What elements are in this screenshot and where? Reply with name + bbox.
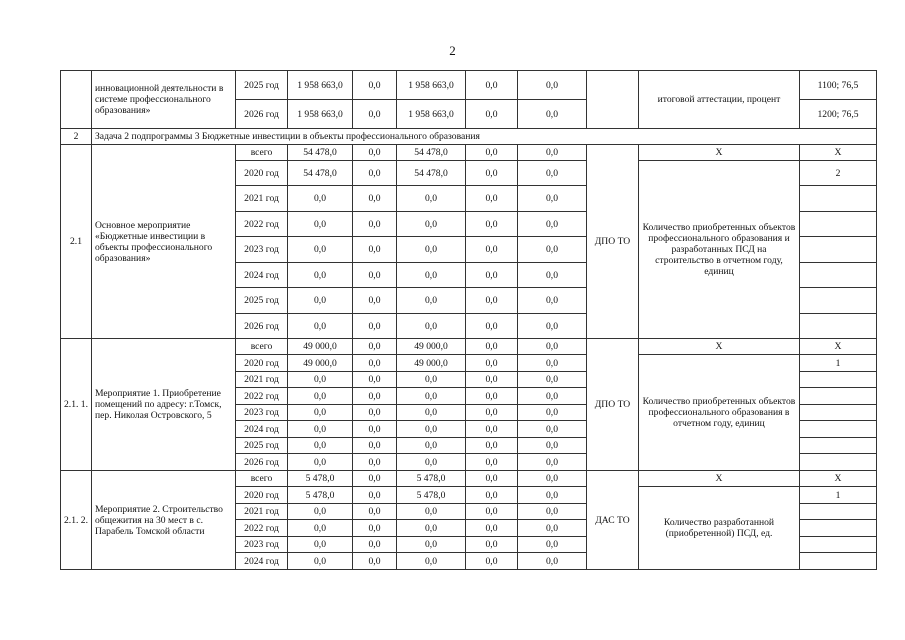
amount-cell: 0,0 bbox=[518, 454, 587, 471]
amount-cell: 0,0 bbox=[288, 263, 353, 288]
indicator-name: Х bbox=[639, 145, 800, 161]
year-cell: 2020 год bbox=[236, 355, 288, 372]
year-cell: 2026 год bbox=[236, 100, 288, 129]
amount-cell: 0,0 bbox=[288, 372, 353, 388]
year-cell: 2022 год bbox=[236, 212, 288, 237]
executor-cell: ДПО ТО bbox=[587, 339, 639, 471]
row-number: 2.1 bbox=[61, 145, 92, 339]
amount-cell: 0,0 bbox=[518, 553, 587, 570]
amount-cell: 0,0 bbox=[466, 487, 518, 504]
year-cell: 2023 год bbox=[236, 537, 288, 553]
amount-cell: 0,0 bbox=[353, 237, 397, 263]
year-cell: 2022 год bbox=[236, 520, 288, 537]
year-cell: 2026 год bbox=[236, 314, 288, 339]
amount-cell: 0,0 bbox=[353, 288, 397, 314]
amount-cell: 0,0 bbox=[353, 504, 397, 520]
amount-cell: 0,0 bbox=[466, 537, 518, 553]
indicator-value bbox=[800, 263, 877, 288]
amount-cell: 0,0 bbox=[288, 553, 353, 570]
amount-cell: 5 478,0 bbox=[397, 471, 466, 487]
amount-cell: 0,0 bbox=[353, 71, 397, 100]
amount-cell: 0,0 bbox=[466, 504, 518, 520]
indicator-value: 1 bbox=[800, 487, 877, 504]
amount-cell: 0,0 bbox=[353, 471, 397, 487]
amount-cell: 54 478,0 bbox=[397, 161, 466, 186]
amount-cell: 0,0 bbox=[466, 71, 518, 100]
indicator-value: Х bbox=[800, 339, 877, 355]
amount-cell: 0,0 bbox=[466, 438, 518, 454]
executor-cell: ДПО ТО bbox=[587, 145, 639, 339]
amount-cell: 0,0 bbox=[397, 520, 466, 537]
amount-cell: 0,0 bbox=[518, 263, 587, 288]
amount-cell: 0,0 bbox=[397, 186, 466, 212]
indicator-value bbox=[800, 186, 877, 212]
amount-cell: 0,0 bbox=[353, 537, 397, 553]
amount-cell: 0,0 bbox=[466, 314, 518, 339]
amount-cell: 0,0 bbox=[288, 237, 353, 263]
amount-cell: 0,0 bbox=[353, 145, 397, 161]
budget-table bbox=[60, 70, 877, 570]
amount-cell: 0,0 bbox=[397, 212, 466, 237]
amount-cell: 0,0 bbox=[353, 355, 397, 372]
year-cell: 2021 год bbox=[236, 186, 288, 212]
amount-cell: 0,0 bbox=[353, 100, 397, 129]
amount-cell: 0,0 bbox=[353, 553, 397, 570]
indicator-value bbox=[800, 388, 877, 405]
year-cell: всего bbox=[236, 145, 288, 161]
amount-cell: 0,0 bbox=[518, 314, 587, 339]
amount-cell: 0,0 bbox=[353, 372, 397, 388]
amount-cell: 0,0 bbox=[353, 263, 397, 288]
amount-cell: 0,0 bbox=[288, 454, 353, 471]
amount-cell: 0,0 bbox=[518, 237, 587, 263]
indicator-value bbox=[800, 212, 877, 237]
amount-cell: 0,0 bbox=[288, 388, 353, 405]
amount-cell: 0,0 bbox=[466, 553, 518, 570]
amount-cell: 0,0 bbox=[397, 438, 466, 454]
indicator-name: Х bbox=[639, 471, 800, 487]
amount-cell: 0,0 bbox=[466, 388, 518, 405]
row-number bbox=[61, 71, 92, 129]
indicator-value bbox=[800, 454, 877, 471]
task-title: Задача 2 подпрограммы 3 Бюджетные инвестиции в объекты профессионального образования bbox=[92, 129, 877, 145]
amount-cell: 0,0 bbox=[466, 421, 518, 438]
amount-cell: 5 478,0 bbox=[288, 487, 353, 504]
amount-cell: 0,0 bbox=[466, 212, 518, 237]
amount-cell: 0,0 bbox=[466, 263, 518, 288]
amount-cell: 0,0 bbox=[397, 405, 466, 421]
amount-cell: 0,0 bbox=[353, 161, 397, 186]
amount-cell: 0,0 bbox=[518, 537, 587, 553]
amount-cell: 0,0 bbox=[518, 145, 587, 161]
amount-cell: 5 478,0 bbox=[288, 471, 353, 487]
amount-cell: 1 958 663,0 bbox=[288, 100, 353, 129]
amount-cell: 49 000,0 bbox=[397, 355, 466, 372]
amount-cell: 0,0 bbox=[466, 100, 518, 129]
amount-cell: 0,0 bbox=[397, 504, 466, 520]
amount-cell: 5 478,0 bbox=[397, 487, 466, 504]
amount-cell: 0,0 bbox=[466, 405, 518, 421]
page-number: 2 bbox=[449, 43, 456, 58]
amount-cell: 0,0 bbox=[397, 553, 466, 570]
table-row bbox=[61, 471, 877, 487]
amount-cell: 0,0 bbox=[518, 438, 587, 454]
amount-cell: 0,0 bbox=[466, 355, 518, 372]
indicator-value bbox=[800, 504, 877, 520]
amount-cell: 0,0 bbox=[518, 71, 587, 100]
table-row bbox=[61, 339, 877, 355]
amount-cell: 0,0 bbox=[397, 537, 466, 553]
amount-cell: 0,0 bbox=[518, 186, 587, 212]
amount-cell: 0,0 bbox=[466, 339, 518, 355]
year-cell: 2024 год bbox=[236, 553, 288, 570]
amount-cell: 0,0 bbox=[466, 186, 518, 212]
year-cell: 2025 год bbox=[236, 71, 288, 100]
amount-cell: 0,0 bbox=[518, 161, 587, 186]
year-cell: всего bbox=[236, 471, 288, 487]
amount-cell: 0,0 bbox=[466, 161, 518, 186]
indicator-value bbox=[800, 288, 877, 314]
amount-cell: 54 478,0 bbox=[288, 145, 353, 161]
indicator-value: Х bbox=[800, 471, 877, 487]
row-number: 2.1. 2. bbox=[61, 471, 92, 570]
executor-cell bbox=[587, 71, 639, 129]
amount-cell: 54 478,0 bbox=[397, 145, 466, 161]
indicator-value bbox=[800, 237, 877, 263]
amount-cell: 0,0 bbox=[397, 421, 466, 438]
amount-cell: 0,0 bbox=[397, 388, 466, 405]
year-cell: 2024 год bbox=[236, 263, 288, 288]
indicator-value: 1200; 76,5 bbox=[800, 100, 877, 129]
indicator-value bbox=[800, 553, 877, 570]
year-cell: 2023 год bbox=[236, 237, 288, 263]
amount-cell: 0,0 bbox=[288, 405, 353, 421]
indicator-value: 1100; 76,5 bbox=[800, 71, 877, 100]
amount-cell: 0,0 bbox=[518, 339, 587, 355]
amount-cell: 0,0 bbox=[518, 421, 587, 438]
indicator-value: 1 bbox=[800, 355, 877, 372]
indicator-name: Количество приобретенных объектов профессионального образования и разработанных ПСД на строительство в отчетном году, единиц bbox=[639, 161, 800, 339]
amount-cell: 0,0 bbox=[397, 288, 466, 314]
amount-cell: 0,0 bbox=[288, 438, 353, 454]
amount-cell: 0,0 bbox=[518, 388, 587, 405]
table-row bbox=[61, 71, 877, 100]
amount-cell: 0,0 bbox=[466, 237, 518, 263]
amount-cell: 0,0 bbox=[518, 471, 587, 487]
amount-cell: 0,0 bbox=[288, 314, 353, 339]
amount-cell: 0,0 bbox=[353, 405, 397, 421]
amount-cell: 1 958 663,0 bbox=[288, 71, 353, 100]
amount-cell: 0,0 bbox=[397, 237, 466, 263]
amount-cell: 0,0 bbox=[518, 288, 587, 314]
executor-cell: ДАС ТО bbox=[587, 471, 639, 570]
amount-cell: 0,0 bbox=[353, 212, 397, 237]
task-row bbox=[61, 129, 877, 145]
indicator-value bbox=[800, 421, 877, 438]
amount-cell: 0,0 bbox=[466, 471, 518, 487]
table-body bbox=[61, 71, 877, 570]
amount-cell: 0,0 bbox=[466, 288, 518, 314]
amount-cell: 0,0 bbox=[288, 186, 353, 212]
amount-cell: 0,0 bbox=[397, 454, 466, 471]
year-cell: 2020 год bbox=[236, 487, 288, 504]
measure-description: Мероприятие 2. Строительство общежития на 30 мест в с. Парабель Томской области bbox=[92, 471, 236, 570]
amount-cell: 0,0 bbox=[288, 504, 353, 520]
amount-cell: 0,0 bbox=[466, 372, 518, 388]
amount-cell: 0,0 bbox=[518, 100, 587, 129]
amount-cell: 49 000,0 bbox=[288, 355, 353, 372]
amount-cell: 0,0 bbox=[288, 520, 353, 537]
amount-cell: 0,0 bbox=[353, 438, 397, 454]
indicator-value: Х bbox=[800, 145, 877, 161]
amount-cell: 0,0 bbox=[353, 186, 397, 212]
amount-cell: 0,0 bbox=[518, 355, 587, 372]
indicator-value bbox=[800, 520, 877, 537]
indicator-name: итоговой аттестации, процент bbox=[639, 71, 800, 129]
amount-cell: 0,0 bbox=[397, 263, 466, 288]
amount-cell: 0,0 bbox=[518, 212, 587, 237]
amount-cell: 0,0 bbox=[518, 372, 587, 388]
indicator-value bbox=[800, 372, 877, 388]
year-cell: 2025 год bbox=[236, 438, 288, 454]
year-cell: 2020 год bbox=[236, 161, 288, 186]
amount-cell: 54 478,0 bbox=[288, 161, 353, 186]
amount-cell: 0,0 bbox=[353, 520, 397, 537]
amount-cell: 1 958 663,0 bbox=[397, 71, 466, 100]
amount-cell: 0,0 bbox=[353, 487, 397, 504]
indicator-value bbox=[800, 405, 877, 421]
indicator-name: Количество разработанной (приобретенной) ПСД, ед. bbox=[639, 487, 800, 570]
amount-cell: 0,0 bbox=[288, 288, 353, 314]
amount-cell: 0,0 bbox=[397, 314, 466, 339]
measure-description: Мероприятие 1. Приобретение помещений по адресу: г.Томск, пер. Николая Островского, 5 bbox=[92, 339, 236, 471]
amount-cell: 0,0 bbox=[518, 405, 587, 421]
year-cell: 2022 год bbox=[236, 388, 288, 405]
amount-cell: 0,0 bbox=[518, 520, 587, 537]
indicator-value bbox=[800, 537, 877, 553]
amount-cell: 0,0 bbox=[518, 504, 587, 520]
year-cell: 2023 год bbox=[236, 405, 288, 421]
year-cell: всего bbox=[236, 339, 288, 355]
amount-cell: 0,0 bbox=[353, 454, 397, 471]
amount-cell: 0,0 bbox=[518, 487, 587, 504]
indicator-value: 2 bbox=[800, 161, 877, 186]
year-cell: 2025 год bbox=[236, 288, 288, 314]
amount-cell: 0,0 bbox=[353, 339, 397, 355]
amount-cell: 0,0 bbox=[288, 421, 353, 438]
measure-description: инновационной деятельности в системе профессионального образования» bbox=[92, 71, 236, 129]
indicator-name: Количество приобретенных объектов профессионального образования в отчетном году, единиц bbox=[639, 355, 800, 471]
table-row bbox=[61, 145, 877, 161]
indicator-value bbox=[800, 314, 877, 339]
indicator-value bbox=[800, 438, 877, 454]
amount-cell: 0,0 bbox=[397, 372, 466, 388]
amount-cell: 49 000,0 bbox=[288, 339, 353, 355]
amount-cell: 0,0 bbox=[466, 520, 518, 537]
amount-cell: 0,0 bbox=[353, 388, 397, 405]
year-cell: 2024 год bbox=[236, 421, 288, 438]
amount-cell: 0,0 bbox=[353, 314, 397, 339]
amount-cell: 0,0 bbox=[288, 537, 353, 553]
task-number: 2 bbox=[61, 129, 92, 145]
amount-cell: 0,0 bbox=[466, 454, 518, 471]
year-cell: 2021 год bbox=[236, 504, 288, 520]
amount-cell: 1 958 663,0 bbox=[397, 100, 466, 129]
row-number: 2.1. 1. bbox=[61, 339, 92, 471]
year-cell: 2026 год bbox=[236, 454, 288, 471]
amount-cell: 49 000,0 bbox=[397, 339, 466, 355]
amount-cell: 0,0 bbox=[466, 145, 518, 161]
measure-description: Основное мероприятие «Бюджетные инвестиции в объекты профессионального образования» bbox=[92, 145, 236, 339]
indicator-name: Х bbox=[639, 339, 800, 355]
amount-cell: 0,0 bbox=[288, 212, 353, 237]
amount-cell: 0,0 bbox=[353, 421, 397, 438]
year-cell: 2021 год bbox=[236, 372, 288, 388]
